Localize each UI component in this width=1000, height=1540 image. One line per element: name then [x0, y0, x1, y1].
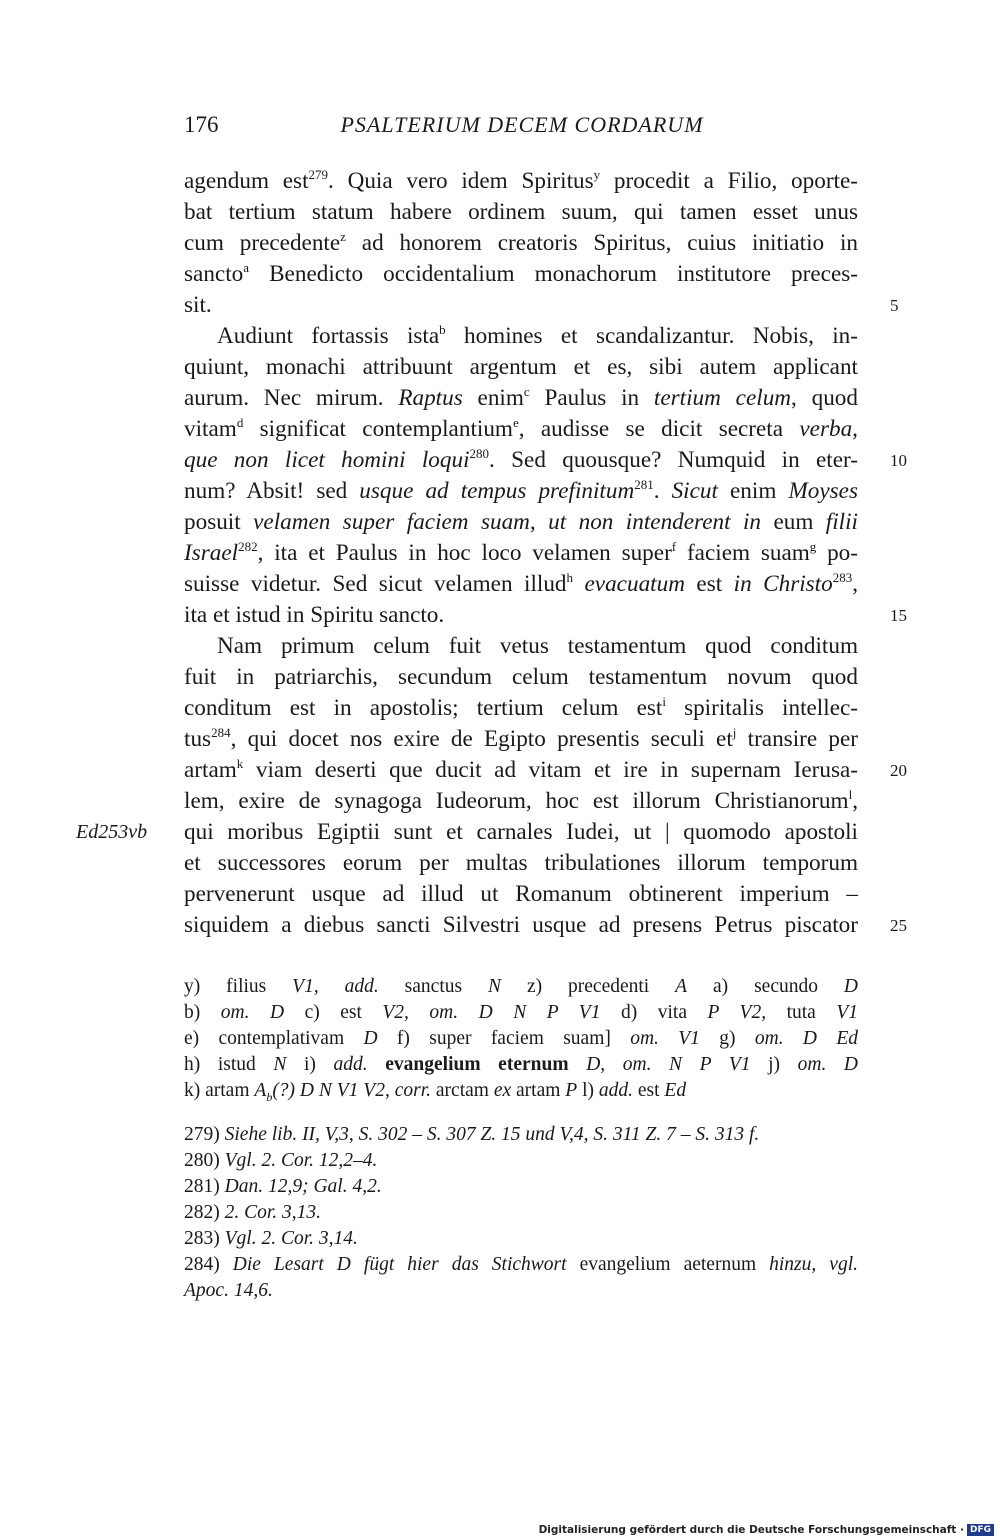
- footnote-marker: h: [566, 570, 574, 585]
- text-segment: sanctus: [378, 976, 489, 997]
- footer-credit-text: Digitalisierung gefördert durch die Deutsche Forschungsgemeinschaft ·: [538, 1524, 964, 1536]
- note-line: [184, 1200, 858, 1226]
- text-segment: verba,: [799, 416, 858, 442]
- margin-reference: Ed253vb: [76, 821, 148, 843]
- text-line: [184, 414, 858, 445]
- text-segment: velamen super faciem suam, ut non intenderent in: [253, 509, 762, 535]
- text-segment: est: [632, 1080, 665, 1101]
- page-number: 176: [184, 112, 219, 137]
- text-segment: add.: [598, 1080, 633, 1101]
- text-segment: significat contemplantium: [243, 416, 513, 442]
- text-segment: om. D: [797, 1054, 858, 1075]
- apparatus-entry: [304, 1054, 750, 1075]
- text-segment: po-: [816, 540, 858, 566]
- text-segment: qui moribus Egiptii sunt et carnales Iudei, ut | quomodo apostoli: [184, 819, 858, 845]
- text-segment: , qui docet nos exire de Egipto presentis seculi et: [230, 726, 733, 752]
- footnote-marker: g: [809, 539, 817, 554]
- text-segment: Apoc. 14,6.: [184, 1280, 273, 1301]
- text-segment: y) filius: [184, 976, 293, 997]
- text-segment: e) contemplativam: [184, 1028, 364, 1049]
- footnote-marker: 281: [634, 477, 654, 492]
- text-segment: quiunt, monachi attribuunt argentum et es, sibi autem applicant: [184, 354, 858, 380]
- footnote-marker: c: [523, 384, 530, 399]
- text-segment: 279): [184, 1124, 225, 1145]
- text-segment: j): [768, 1054, 798, 1075]
- text-segment: b): [184, 1002, 221, 1023]
- text-line: [184, 507, 858, 538]
- text-segment: filii: [825, 509, 858, 535]
- text-segment: Die Lesart D fügt hier das Stichwort: [232, 1254, 567, 1275]
- text-segment: P V2,: [707, 1002, 767, 1023]
- note-line: [184, 1278, 858, 1304]
- text-segment: D: [363, 1028, 378, 1049]
- footnote-marker: k: [236, 756, 244, 771]
- text-segment: aurum. Nec mirum.: [184, 385, 399, 411]
- text-segment: enim: [462, 385, 524, 411]
- text-segment: cum precedente: [184, 230, 341, 256]
- text-segment: Nam primum celum fuit vetus testamentum quod conditum: [217, 633, 858, 659]
- text-segment: suisse videtur. Sed sicut velamen illud: [184, 571, 567, 597]
- text-line: [184, 445, 907, 476]
- text-segment: tertium celum: [653, 385, 792, 411]
- text-segment: f) super faciem suam]: [396, 1028, 631, 1049]
- text-line: [184, 910, 907, 941]
- footnote-marker: l: [848, 787, 853, 802]
- text-segment: P: [565, 1080, 578, 1101]
- text-segment: a) secundo: [713, 976, 844, 997]
- text-segment: usque ad tempus prefinitum: [359, 478, 635, 504]
- apparatus-entry: [719, 1028, 858, 1049]
- footnote-marker: 280: [469, 446, 490, 461]
- text-segment: [573, 571, 584, 597]
- text-segment: om. D: [220, 1002, 285, 1023]
- text-segment: conditum est in apostolis; tertium celum est: [184, 695, 663, 721]
- line-number: 15: [890, 606, 907, 625]
- text-segment: procedit a Filio, oporte-: [600, 168, 858, 194]
- footnote-marker: d: [236, 415, 244, 430]
- line-number: 20: [890, 761, 907, 780]
- text-segment: , quod: [791, 385, 858, 411]
- footnote-marker: 284: [211, 725, 231, 740]
- apparatus-entry: [184, 1002, 284, 1023]
- text-segment: . Quia vero idem Spiritus: [328, 168, 594, 194]
- text-line: [184, 786, 858, 817]
- text-segment: A: [675, 976, 688, 997]
- text-segment: posuit: [184, 509, 254, 535]
- text-segment: et successores eorum per multas tribulationes illorum temporum: [184, 850, 858, 876]
- apparatus-entry: [184, 976, 501, 997]
- subscript: b: [266, 1089, 273, 1104]
- text-segment: i): [304, 1054, 334, 1075]
- text-segment: Sicut: [671, 478, 718, 504]
- text-line: [184, 538, 858, 569]
- apparatus-line: [184, 1000, 858, 1026]
- main-text: [76, 166, 907, 941]
- apparatus-entry: [713, 976, 858, 997]
- footnote-marker: e: [512, 415, 519, 430]
- text-segment: bat tertium statum habere ordinem suum, qui tamen esset unus: [184, 199, 858, 225]
- note-line: [184, 1252, 858, 1278]
- text-line: [184, 693, 858, 724]
- text-segment: enim: [717, 478, 789, 504]
- text-segment: D: [843, 976, 858, 997]
- text-segment: ,: [852, 788, 858, 814]
- text-segment: artam: [184, 757, 237, 783]
- text-segment: (?) D N V1 V2, corr.: [272, 1080, 432, 1101]
- text-line: [184, 755, 907, 786]
- apparatus-entry: [582, 1080, 686, 1101]
- text-segment: homines et scandalizantur. Nobis, in-: [445, 323, 858, 349]
- footnote-marker: y: [593, 167, 601, 182]
- text-segment: d) vita: [620, 1002, 708, 1023]
- line-number: 5: [890, 296, 899, 315]
- text-segment: [368, 1054, 386, 1075]
- footnote-marker: z: [340, 229, 346, 244]
- text-segment: spiritalis intellec-: [665, 695, 859, 721]
- text-line: [184, 662, 858, 693]
- text-segment: Ed: [664, 1080, 687, 1101]
- text-segment: vitam: [184, 416, 237, 442]
- text-segment: D, om. N P V1: [586, 1054, 751, 1075]
- text-segment: z) precedenti: [526, 976, 676, 997]
- text-segment: 283): [184, 1228, 225, 1249]
- critical-apparatus: [184, 974, 858, 1104]
- text-segment: ita et istud in Spiritu sancto.: [184, 602, 445, 628]
- text-line: [184, 352, 858, 383]
- text-line: [184, 600, 907, 631]
- text-segment: ,: [852, 571, 859, 597]
- text-segment: agendum est: [184, 168, 309, 194]
- text-line: [184, 228, 858, 259]
- text-segment: siquidem a diebus sancti Silvestri usque ad presens Petrus piscator: [184, 912, 858, 938]
- text-segment: 282): [184, 1202, 225, 1223]
- text-segment: 281): [184, 1176, 225, 1197]
- text-segment: num? Absit! sed: [184, 478, 360, 504]
- text-line: [184, 383, 858, 414]
- apparatus-line: [184, 1052, 858, 1078]
- text-line: [184, 569, 858, 600]
- text-segment: Dan. 12,9; Gal. 4,2.: [224, 1176, 382, 1197]
- footnote-marker: f: [671, 539, 677, 554]
- footnote-marker: a: [243, 260, 250, 275]
- text-segment: g): [719, 1028, 755, 1049]
- text-line: [184, 724, 858, 755]
- text-segment: fuit in patriarchis, secundum celum testamentum novum quod: [184, 664, 858, 690]
- apparatus-line: [184, 1078, 858, 1104]
- text-segment: sit.: [184, 292, 212, 318]
- footnote-marker: 283: [832, 570, 853, 585]
- text-segment: V2, om. D N P V1: [382, 1002, 601, 1023]
- apparatus-entry: [527, 976, 687, 997]
- text-line: [184, 166, 858, 197]
- note-line: [184, 1174, 858, 1200]
- text-line: [184, 290, 899, 321]
- text-segment: c) est: [304, 1002, 383, 1023]
- text-segment: om. D Ed: [754, 1028, 858, 1049]
- text-segment: V1: [836, 1002, 859, 1023]
- footnote-marker: i: [662, 694, 666, 709]
- text-segment: Moyses: [788, 478, 858, 504]
- apparatus-entry: [768, 1054, 858, 1075]
- text-segment: eum: [761, 509, 826, 535]
- apparatus-line: [184, 1026, 858, 1052]
- note-line: [184, 1226, 858, 1252]
- text-segment: evacuatum: [584, 571, 685, 597]
- text-line: [184, 476, 858, 507]
- text-segment: tuta: [766, 1002, 837, 1023]
- footer-credit: [539, 1524, 994, 1536]
- text-segment: pervenerunt usque ad illud ut Romanum obtinerent imperium –: [184, 881, 858, 907]
- apparatus-entry: [397, 1028, 700, 1049]
- text-line: [184, 197, 858, 228]
- text-segment: V1, add.: [292, 976, 379, 997]
- text-segment: A: [254, 1080, 267, 1101]
- text-segment: arctam: [431, 1080, 494, 1101]
- text-segment: ad honorem creatoris Spiritus, cuius initiatio in: [345, 230, 859, 256]
- text-segment: 284): [184, 1254, 233, 1275]
- text-segment: evangelium eternum: [385, 1054, 569, 1075]
- text-segment: sancto: [184, 261, 244, 287]
- line-number: 25: [890, 916, 907, 935]
- line-number: 10: [890, 451, 907, 470]
- dfg-logo: DFG: [967, 1524, 994, 1536]
- text-segment: Audiunt fortassis ista: [217, 323, 440, 349]
- text-line: [184, 259, 858, 290]
- text-segment: N: [273, 1054, 287, 1075]
- text-line: [184, 321, 858, 352]
- text-segment: est: [684, 571, 734, 597]
- text-segment: evangelium aeternum: [566, 1254, 770, 1275]
- text-segment: 280): [184, 1150, 225, 1171]
- apparatus-entry: [184, 1028, 378, 1049]
- footnote-marker: b: [439, 322, 446, 337]
- text-line: [184, 879, 858, 910]
- text-segment: .: [653, 478, 672, 504]
- text-segment: Paulus in: [529, 385, 654, 411]
- text-segment: Israel: [184, 540, 239, 566]
- text-segment: Siehe lib. II, V,3, S. 302 – S. 307 Z. 15 und V,4, S. 311 Z. 7 – S. 313 f.: [224, 1124, 760, 1145]
- text-segment: ex: [493, 1080, 512, 1101]
- text-segment: Benedicto occidentalium monachorum institutore preces-: [249, 261, 858, 287]
- text-segment: tus: [184, 726, 212, 752]
- text-segment: , audisse se dicit secreta: [518, 416, 800, 442]
- apparatus-entry: [621, 1002, 858, 1023]
- text-segment: add.: [333, 1054, 368, 1075]
- text-segment: l): [582, 1080, 599, 1101]
- text-line: [184, 848, 858, 879]
- footnote-marker: 282: [238, 539, 258, 554]
- note-line: [184, 1148, 858, 1174]
- text-line: [76, 817, 858, 848]
- note-line: [184, 1122, 858, 1148]
- text-segment: in Christo: [733, 571, 833, 597]
- apparatus-line: [184, 974, 858, 1000]
- text-segment: lem, exire de synagoga Iudeorum, hoc est illorum Christianorum: [184, 788, 849, 814]
- text-segment: viam deserti que ducit ad vitam et ire in supernam Ierusa-: [243, 757, 858, 783]
- apparatus-entry: [184, 1080, 578, 1104]
- text-segment: , ita et Paulus in hoc loco velamen super: [257, 540, 672, 566]
- footnote-marker: j: [732, 725, 737, 740]
- apparatus-entry: [184, 1054, 286, 1075]
- text-segment: [569, 1054, 587, 1075]
- page-header: [184, 112, 860, 146]
- apparatus-entry: [305, 1002, 601, 1023]
- text-segment: Vgl. 2. Cor. 12,2–4.: [224, 1150, 378, 1171]
- text-segment: Raptus: [398, 385, 463, 411]
- text-segment: N: [488, 976, 502, 997]
- running-title: PSALTERIUM DECEM CORDARUM: [340, 112, 704, 137]
- text-segment: Vgl. 2. Cor. 3,14.: [224, 1228, 358, 1249]
- text-segment: transire per: [736, 726, 858, 752]
- text-segment: . Sed quousque? Numquid in eter-: [489, 447, 859, 473]
- text-segment: artam: [511, 1080, 566, 1101]
- text-segment: om. V1: [630, 1028, 700, 1049]
- text-segment: 2. Cor. 3,13.: [224, 1202, 322, 1223]
- text-line: [184, 631, 858, 662]
- text-segment: faciem suam: [676, 540, 810, 566]
- text-segment: que non licet homini loqui: [184, 447, 470, 473]
- text-segment: h) istud: [184, 1054, 274, 1075]
- footnote-marker: 279: [308, 167, 329, 182]
- text-segment: k) artam: [184, 1080, 255, 1101]
- source-notes: [184, 1122, 858, 1304]
- text-segment: hinzu, vgl.: [769, 1254, 858, 1275]
